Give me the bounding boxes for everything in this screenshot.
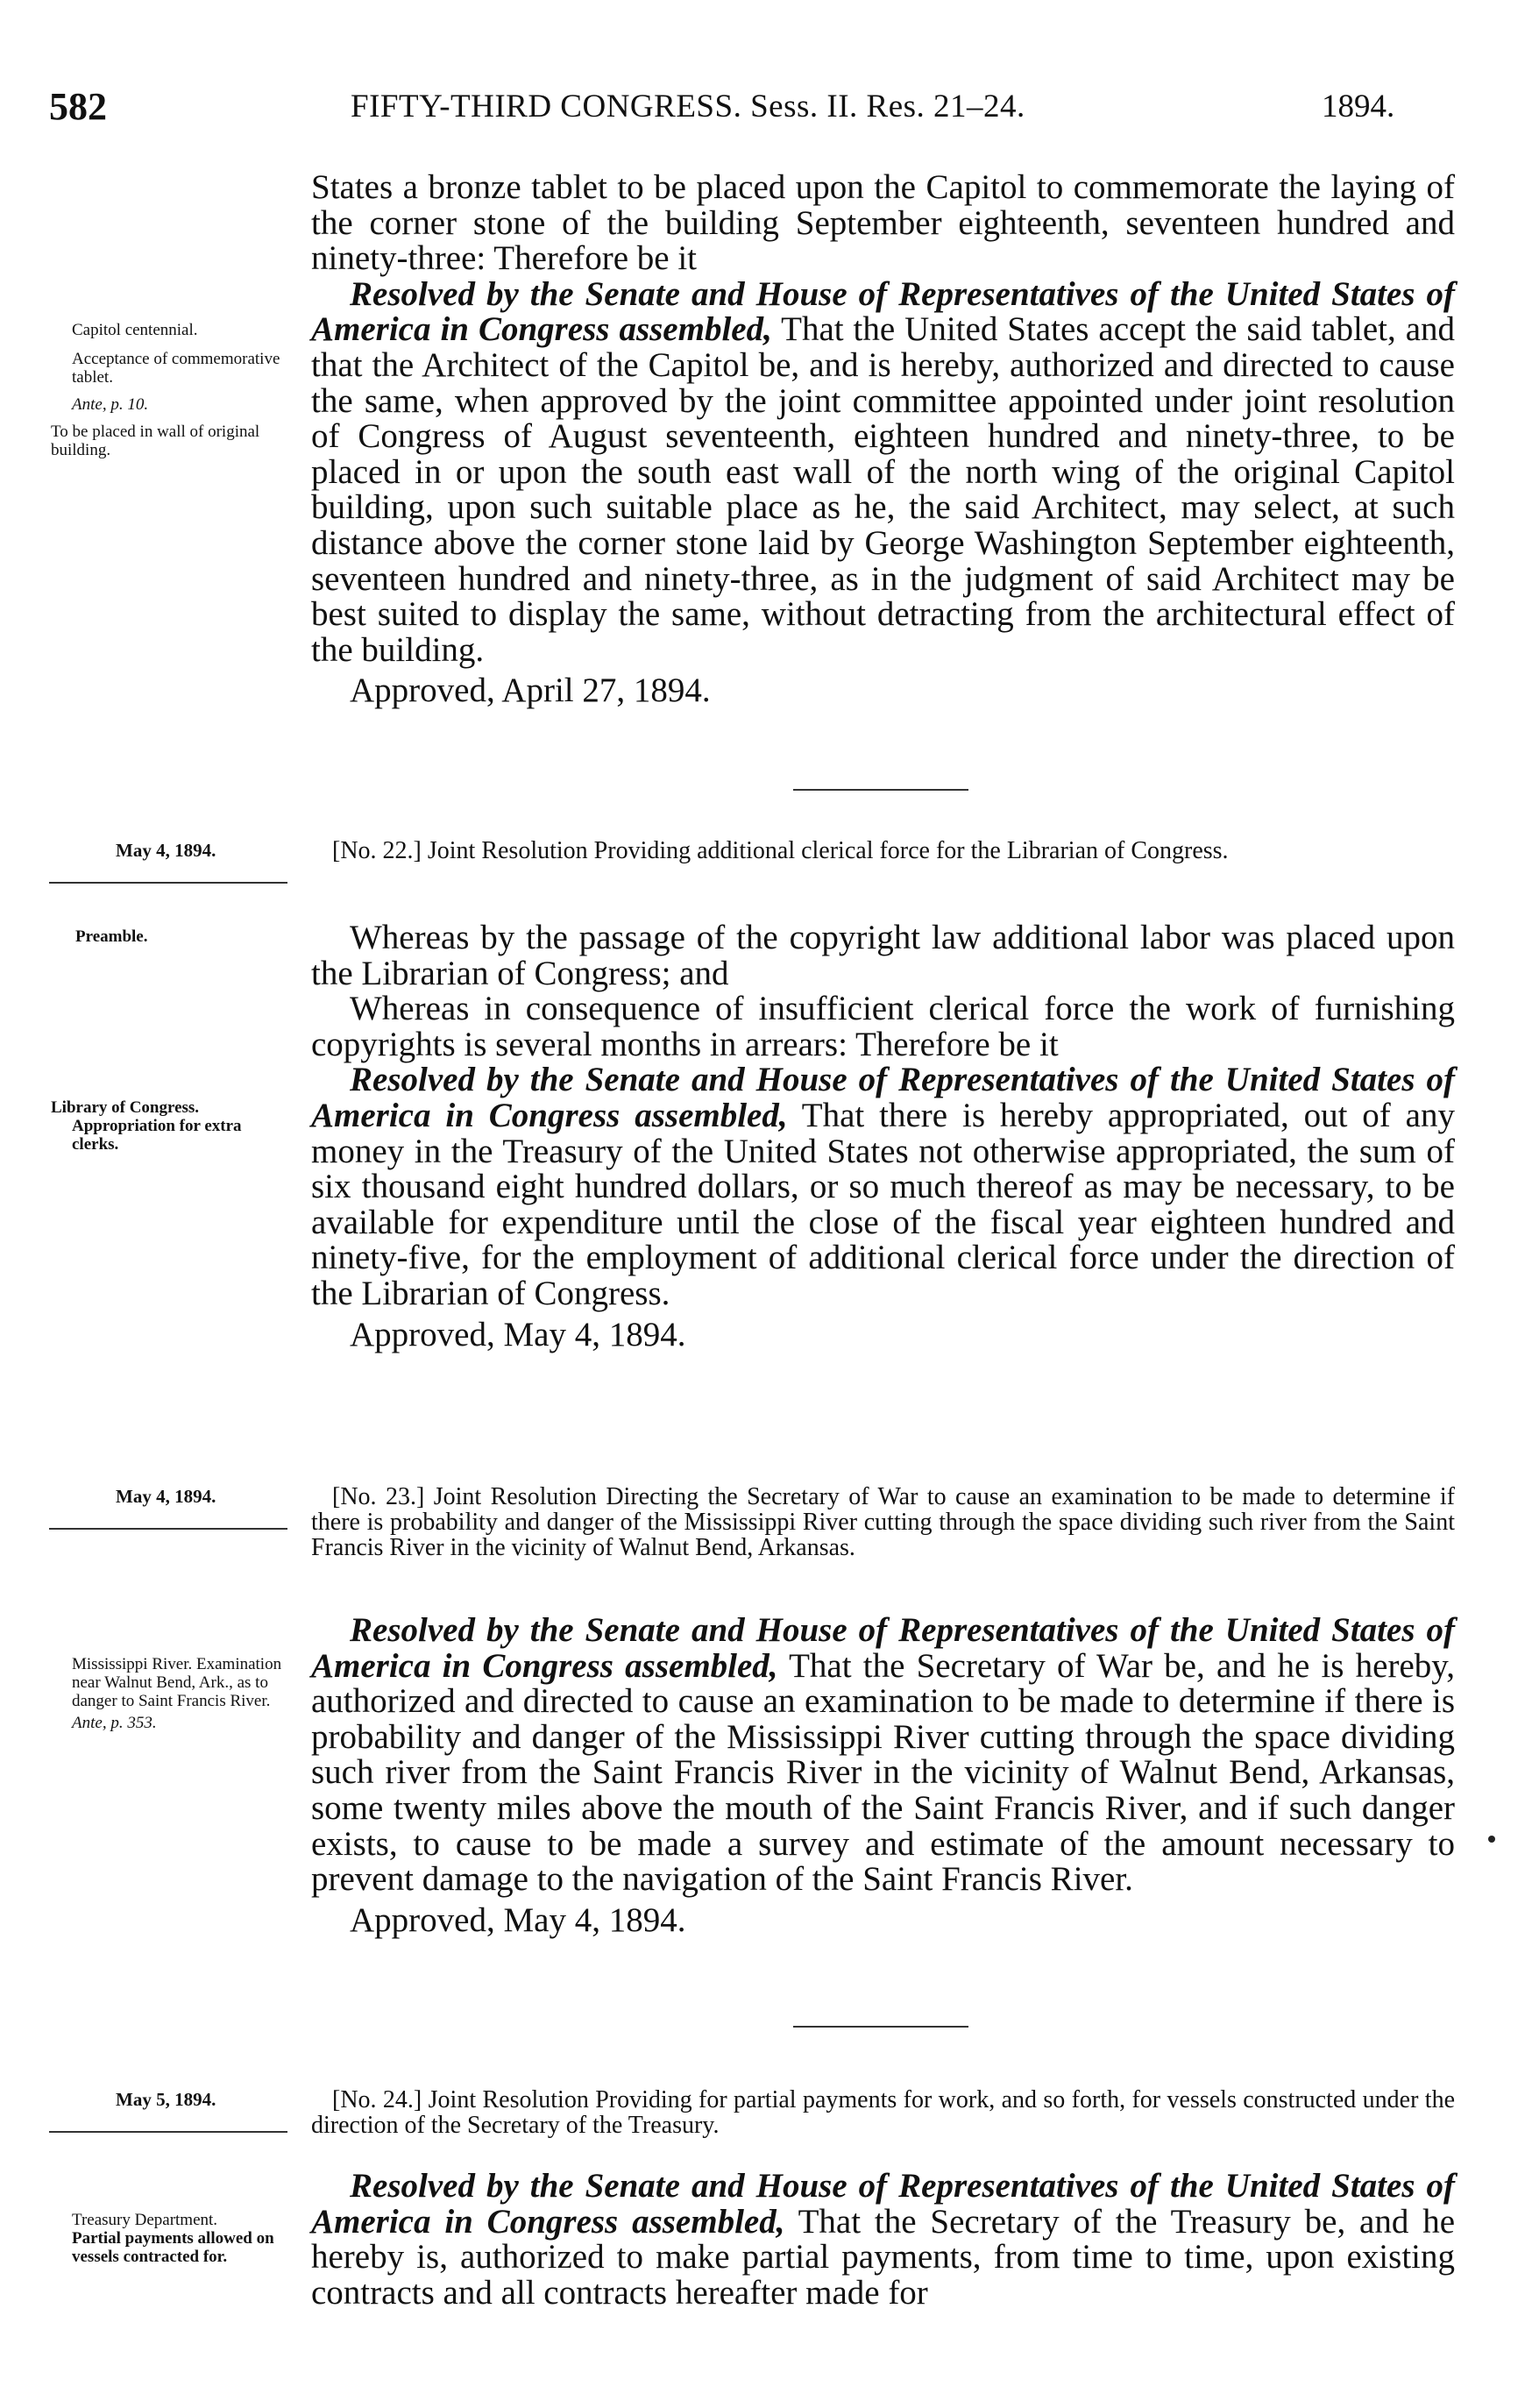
res21-margin-notes [51, 321, 292, 459]
margin-note-treasury: Treasury Department. [72, 2211, 218, 2229]
res22-body: That there is hereby appropriated, out of any money in the Treasury of the United States not otherwise appropriated, the sum of six thousand eight hundred dollars, or so much thereof as may be necessary, to be available for expenditure until the close of the fiscal year eighteen hundred and ninety-five, for the employment of additional clerical force under the direction of the Librarian of Congress. [311, 1096, 1455, 1312]
res22-date-rule [49, 882, 287, 884]
res23-number: [No. 23.] [332, 1483, 425, 1510]
res22-date: May 4, 1894. [116, 840, 216, 861]
res24-date: May 5, 1894. [116, 2089, 216, 2110]
res24-text [311, 2169, 1455, 2311]
margin-note-placed: To be placed in wall of original building. [51, 423, 260, 459]
res22-approved: Approved, May 4, 1894. [350, 1315, 686, 1353]
res24-date-rule [49, 2131, 287, 2133]
res23-text [311, 1613, 1455, 1938]
res23-body: That the Secretary of War be, and he is hereby, authorized and directed to cause an examination to be made to determine if there is probability and danger of the Mississippi River cutting through the space dividing such river from the Saint Francis River in the vicinity of Walnut Bend, Arkansas, some twenty miles above the mouth of the Saint Francis River, and if such danger exists, to cause to be made a survey and estimate of the amount necessary to prevent damage to the navigation of the Saint Francis River. [311, 1646, 1456, 1899]
res23-title: Joint Resolution Directing the Secretary of War to cause an examination to be made to determine if there is probability and danger of the Mississippi River cutting through the space dividing such river from the Saint Francis River in the vicinity of Walnut Bend, Arkansas. [311, 1483, 1456, 1561]
res22-title: Joint Resolution Providing additional clerical force for the Librarian of Congress. [427, 837, 1229, 864]
res23-resolution [311, 1613, 1455, 1898]
res22-resolution [311, 1062, 1455, 1311]
res21-enacting-clause: Resolved by the Senate and House of Representatives of the United States of America in Congress assembled, [311, 274, 1455, 349]
res23-date-rule [49, 1528, 287, 1530]
res23-approved: Approved, May 4, 1894. [350, 1900, 686, 1939]
res22-whereas-2: Whereas in consequence of insufficient clerical force the work of furnishing copyrights is several months in arrears: Therefore be it [311, 990, 1455, 1063]
res22-number: [No. 22.] [332, 837, 422, 864]
res22-margin-notes-2 [51, 1098, 292, 1154]
res21-resolution [311, 274, 1456, 669]
res21-approved: Approved, April 27, 1894. [350, 671, 711, 710]
res21-text [311, 170, 1455, 709]
res24-number: [No. 24.] [332, 2086, 422, 2113]
res23-header [311, 1484, 1455, 1560]
margin-note-appropriation: Appropriation for extra clerks. [72, 1117, 242, 1154]
margin-note-acceptance: Acceptance of commemorative tablet. [72, 350, 280, 387]
res22-header [311, 838, 1455, 863]
separator-rule [793, 789, 968, 791]
res24-enacting-clause: Resolved by the Senate and House of Representatives of the United States of America in Congress assembled, [311, 2167, 1455, 2241]
res24-header [311, 2087, 1455, 2138]
res23-enacting-clause: Resolved by the Senate and House of Representatives of the United States of America in Congress assembled, [311, 1611, 1455, 1685]
margin-note-library: Library of Congress. [51, 1098, 200, 1117]
running-head-title: FIFTY-THIRD CONGRESS. Sess. II. Res. 21–24. [351, 89, 1025, 124]
running-header [0, 84, 1539, 130]
running-head-year: 1894. [1322, 89, 1395, 124]
res24-title: Joint Resolution Providing for partial payments for work, and so forth, for vessels constructed under the direction of the Secretary of the Treasury. [311, 2086, 1455, 2139]
res21-intro: States a bronze tablet to be placed upon the Capitol to commemorate the laying of the corner stone of the building September eighteenth, seventeen hundred and ninety-three: Therefore be it [311, 168, 1455, 278]
margin-note-partial: Partial payments allowed on vessels contracted for. [72, 2229, 274, 2266]
page-number: 582 [49, 85, 107, 128]
res22-enacting-clause: Resolved by the Senate and House of Representatives of the United States of America in Congress assembled, [311, 1061, 1455, 1134]
margin-note-ante-353: Ante, p. 353. [72, 1714, 157, 1732]
res21-body: That the United States accept the said tablet, and that the Architect of the Capitol be, and is hereby, authorized and directed to cause the same, when approved by the joint committee appointed under joint resolution of Congress of August seventeenth, eighteen hundred and ninety-three, to be placed in or upon the south east wall of the north wing of the original Capitol building, upon such suitable place as he, the said Architect, may select, at such distance above the corner stone laid by George Washington September eighteenth, seventeen hundred and ninety-three, as in the judgment of said Architect may be best suited to display the same, without detracting from the architectural effect of the building. [311, 310, 1456, 669]
separator-rule [793, 2026, 968, 2028]
margin-note-capitol: Capitol centennial. [72, 321, 198, 339]
res22-whereas-1: Whereas by the passage of the copyright law additional labor was placed upon the Librarian of Congress; and [311, 919, 1455, 992]
margin-note-mississippi: Mississippi River. Examination near Walnut Bend, Ark., as to danger to Saint Francis River. [72, 1655, 282, 1710]
res23-date: May 4, 1894. [116, 1486, 216, 1507]
res24-resolution [311, 2169, 1455, 2311]
res24-margin-notes [51, 2211, 292, 2266]
res22-margin-notes [51, 927, 292, 946]
margin-note-preamble: Preamble. [75, 927, 148, 946]
res23-margin-notes [51, 1655, 292, 1732]
res22-text [311, 920, 1455, 1353]
margin-note-ante: Ante, p. 10. [72, 395, 149, 414]
res24-body: That the Secretary of the Treasury be, and he hereby is, authorized to make partial payments, from time to time, upon existing contracts and all contracts hereafter made for [311, 2202, 1456, 2312]
page-speck [1488, 1836, 1495, 1843]
